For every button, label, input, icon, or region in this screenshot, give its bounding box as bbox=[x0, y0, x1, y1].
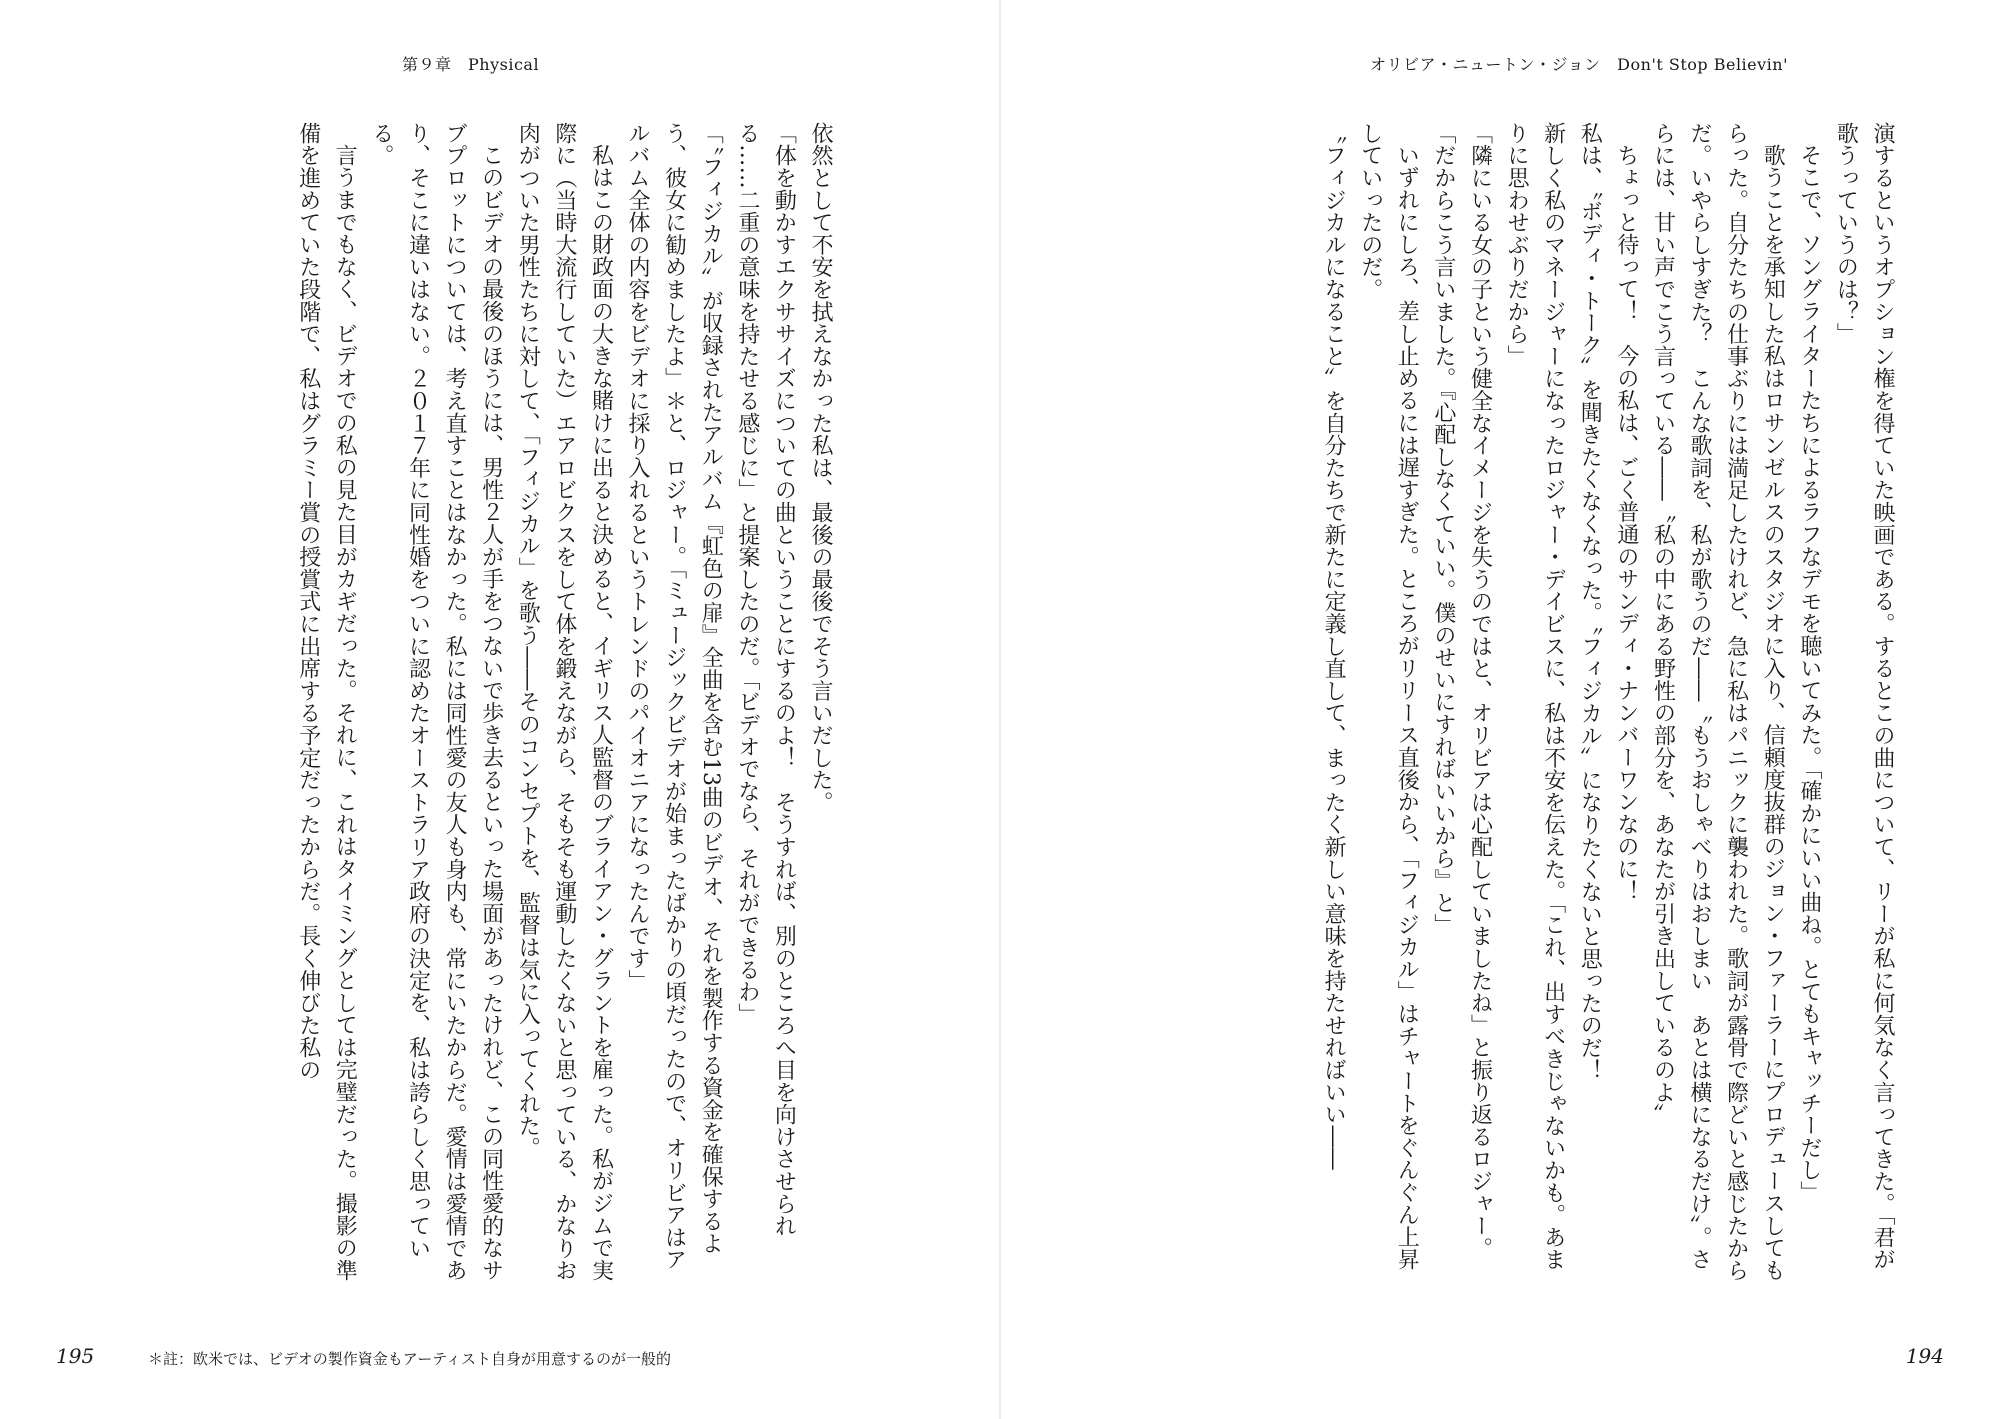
page-number-right: 194 bbox=[1905, 1344, 1944, 1368]
paragraph: 「隣にいる女の子という健全なイメージを失うのではと、オリビアは心配していましたね」と振り返るロジャー。「だからこう言いました。『心配しなくていい。僕のせいにすればいいから』と」 bbox=[1430, 122, 1493, 1260]
footnote: ＊註：欧米では、ビデオの製作資金もアーティスト自身が用意するのが一般的 bbox=[148, 1350, 672, 1368]
paragraph: 〝フィジカルになること〟を自分たちで新たに定義し直して、まったく新しい意味を持たせればいい―― bbox=[1321, 122, 1347, 1171]
right-page-body bbox=[1172, 122, 1900, 1282]
paragraph: 言うまでもなく、ビデオでの私の見た目がカギだった。それに、これはタイミングとしては完璧だった。撮影の準備を進めていた段階で、私はグラミー賞の授賞式に出席する予定だったからだ。長く伸びた私の bbox=[295, 122, 358, 1282]
paragraph: 私はこの財政面の大きな賭けに出ると決めると、イギリス人監督のブライアン・グラントを雇った。私がジムで実際に（当時大流行していた）エアロビクスをして体を鍛えながら、そもそも運動したくないと思っている、かなりお肉がついた男性たちに対して、「フィジカル」を歌う――そのコンセプトを、監督は気に入ってくれた。 bbox=[515, 122, 614, 1282]
paragraph: 新しく私のマネージャーになったロジャー・デイビスに、私は不安を伝えた。「これ、出すべきじゃないかも。あまりに思わせぶりだから」 bbox=[1504, 122, 1566, 1271]
running-head-left: 第９章 Physical bbox=[402, 55, 540, 74]
left-page-body bbox=[118, 122, 838, 1282]
paragraph: このビデオの最後のほうには、男性２人が手をつないで歩き去るといった場面があったけれど、この同性愛的なサブプロットについては、考え直すことはなかった。私には同性愛の友人も身内も、常にいたからだ。愛情は愛情であり、そこに違いはない。２０１７年に同性婚をついに認めたオーストラリア政府の決定を、私は誇らしく思っている。 bbox=[368, 122, 504, 1282]
paragraph: 依然として不安を拭えなかった私は、最後の最後でそう言いだした。 bbox=[808, 122, 833, 814]
paragraph: 「体を動かすエクササイズについての曲ということにするのよ！ そうすれば、別のところへ目を向けさせられる……二重の意味を持たせる感じに」と提案したのだ。「ビデオでなら、それができるわ」 bbox=[734, 122, 797, 1237]
paragraph: 演するというオプション権を得ていた映画である。するとこの曲について、リーが私に何気なく言ってきた。「君が歌うっていうのは？」 bbox=[1833, 122, 1895, 1271]
right-page bbox=[1000, 0, 2000, 1419]
paragraph: 私は、〝ボディ・トーク〟を聞きたくなくなった。〝フィジカル〟になりたくないと思ったのだ！ bbox=[1577, 122, 1603, 1082]
paragraph: ちょっと待って！ 今の私は、ごく普通のサンディ・ナンバーワンなのに！ bbox=[1613, 144, 1639, 903]
paragraph: そこで、ソングライターたちによるラフなデモを聴いてみた。「確かにいい曲ね。とてもキャッチーだし」 bbox=[1796, 144, 1822, 1204]
paragraph: 歌うことを承知した私はロサンゼルスのスタジオに入り、信頼度抜群のジョン・ファーラーにプロデュースしてもらった。自分たちの仕事ぶりには満足したけれど、急に私はパニックに襲われた。歌詞が露骨で際どいと感じたからだ。いやらしすぎた？ こんな歌詞を、私が歌うのだ――〝もうおしゃべりはおしまい あとは横になるだけ〟。さらには、甘い声でこう言っている――〝私の中にある野性の部分を、あなたが引き出しているのよ〟 bbox=[1650, 122, 1786, 1282]
page-number-left: 195 bbox=[56, 1344, 95, 1368]
paragraph: いずれにしろ、差し止めるには遅すぎた。ところがリリース直後から、「フィジカル」はチャートをぐんぐん上昇していったのだ。 bbox=[1357, 122, 1420, 1271]
running-head-right: オリビア・ニュートン・ジョン Don't Stop Believin' bbox=[1370, 55, 1789, 74]
paragraph: 「〝フィジカル〟が収録されたアルバム『虹色の扉』全曲を含む13曲のビデオ、それを製作する資金を確保するよう、彼女に勧めましたよ」＊と、ロジャー。「ミュージックビデオが始まったばかりの頃だったので、オリビアはアルバム全体の内容をビデオに採り入れるというトレンドのパイオニアになったんです」 bbox=[625, 122, 724, 1271]
